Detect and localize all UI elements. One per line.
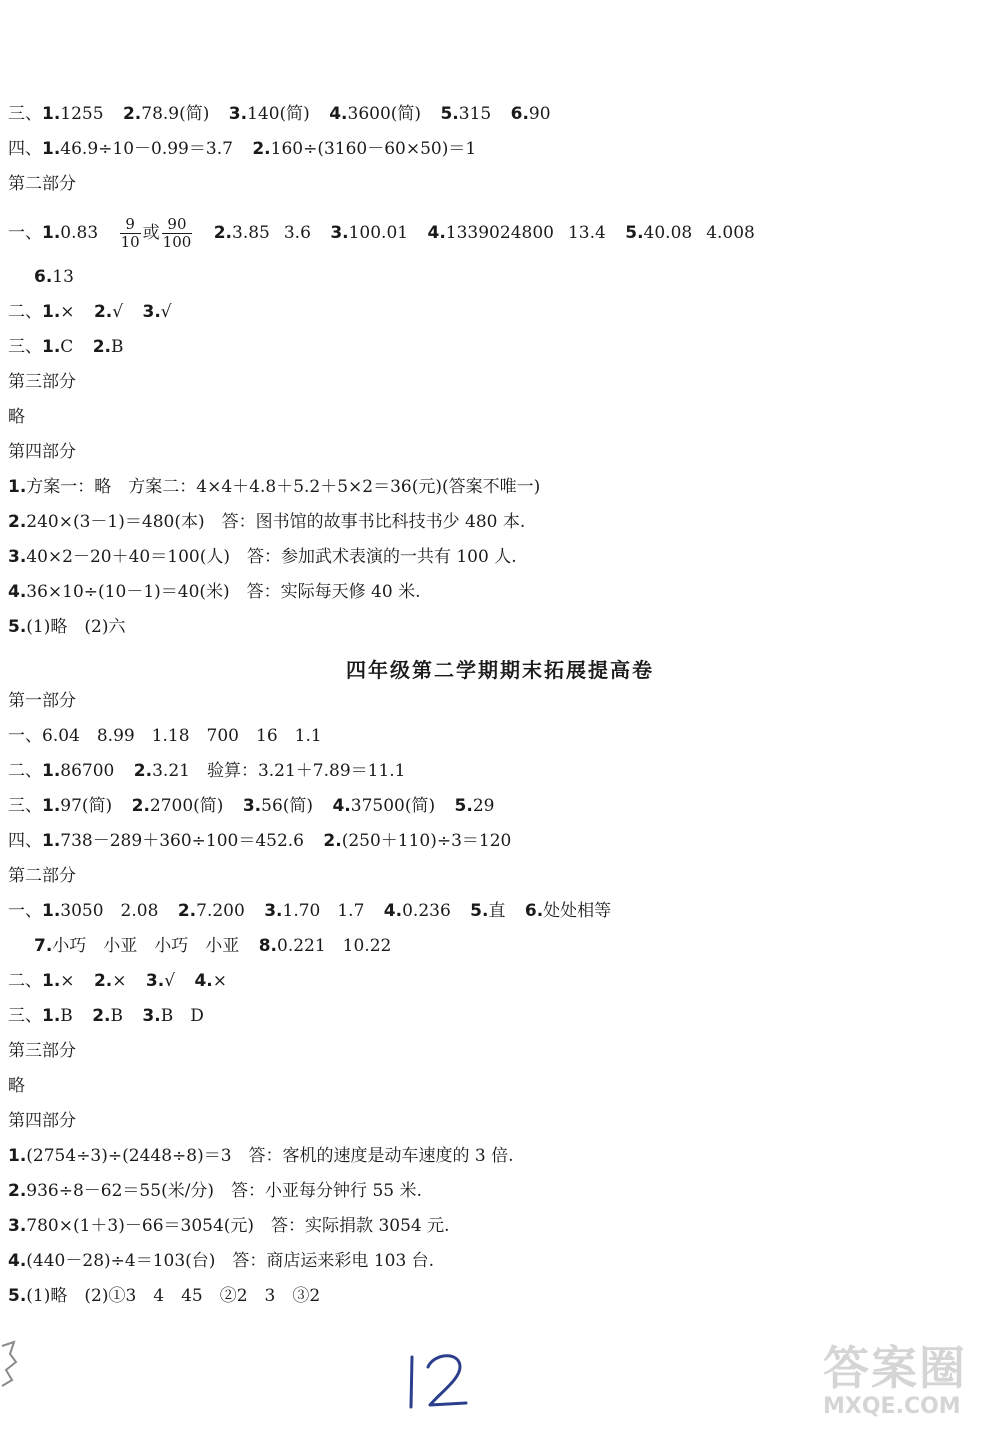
answer-line: 三、1.B 2.B 3.B D (8, 1006, 204, 1026)
answer-line: 二、1.86700 2.3.21 验算：3.21＋7.89＝11.1 (8, 761, 406, 781)
answer-line: 4.(440－28)÷4＝103(台) 答：商店运来彩电 103 台. (8, 1251, 435, 1271)
handwritten-page-number (398, 1345, 478, 1415)
answer-line: 四、1.738－289＋360÷100＝452.6 2.(250＋110)÷3＝120 (8, 831, 512, 851)
fraction: $\frac{90}{100}$ (162, 215, 192, 251)
answer-line: 一、6.04 8.99 1.18 700 16 1.1 (8, 726, 322, 746)
answer-line: 3.40×2－20＋40＝100(人) 答：参加武术表演的一共有 100 人. (8, 547, 517, 567)
answer-line: 2.936÷8－62＝55(米/分) 答：小亚每分钟行 55 米. (8, 1181, 422, 1201)
section-label: 第三部分 (8, 1041, 76, 1061)
answer-line: 三、1.1255 2.78.9(简) 3.140(简) 4.3600(简) 5.315 6.90 (8, 104, 551, 124)
answer-line: 一、1.0.83 $\frac{9}{10}$ 或 $\frac{90}{100}$ 2.3.85 3.6 3.100.01 4.1339024800 13.4 5.40.08 4.008 (8, 215, 755, 251)
answer-line: 一、1.3050 2.08 2.7.200 3.1.70 1.7 4.0.236 5.直 6.处处相等 (8, 901, 612, 921)
answer-line: 略 (8, 1076, 25, 1096)
answer-line: 6.13 (34, 267, 74, 287)
answer-line: 7.小巧 小亚 小巧 小亚 8.0.221 10.22 (34, 936, 392, 956)
section-label: 第二部分 (8, 866, 76, 886)
watermark-text: 答案圈 (823, 1341, 967, 1395)
answer-line: 4.36×10÷(10－1)＝40(米) 答：实际每天修 40 米. (8, 582, 421, 602)
section-label: 第四部分 (8, 442, 76, 462)
answer-line: 2.240×(3－1)＝480(本) 答：图书馆的故事书比科技书少 480 本. (8, 512, 526, 532)
watermark-logo (823, 1342, 978, 1432)
answer-line: 三、1.C 2.B (8, 337, 124, 357)
section-label: 第一部分 (8, 691, 76, 711)
answer-line: 二、1.× 2.√ 3.√ (8, 302, 172, 322)
answer-line: 二、1.× 2.× 3.√ 4.× (8, 971, 227, 991)
answer-line: 3.780×(1＋3)－66＝3054(元) 答：实际捐款 3054 元. (8, 1216, 450, 1236)
answer-line: 5.(1)略 (2)六 (8, 617, 126, 637)
answer-line: 三、1.97(简) 2.2700(简) 3.56(简) 4.37500(简) 5.29 (8, 796, 495, 816)
page-corner-mark (0, 1340, 20, 1390)
section-label: 第四部分 (8, 1111, 76, 1131)
answer-line: 四、1.46.9÷10－0.99＝3.7 2.160÷(3160－60×50)＝1 (8, 139, 477, 159)
watermark-url: MXQE.COM (823, 1394, 961, 1419)
section-label: 第三部分 (8, 372, 76, 392)
fraction: $\frac{9}{10}$ (120, 215, 140, 251)
answer-line: 1.(2754÷3)÷(2448÷8)＝3 答：客机的速度是动车速度的 3 倍. (8, 1146, 514, 1166)
answer-line: 5.(1)略 (2)①3 4 45 ②2 3 ③2 (8, 1286, 321, 1306)
section-label: 第二部分 (8, 174, 76, 194)
answer-line: 1.方案一：略 方案二：4×4＋4.8＋5.2＋5×2＝36(元)(答案不唯一) (8, 477, 541, 497)
exam-title: 四年级第二学期期末拓展提高卷 (346, 658, 654, 682)
answer-line: 略 (8, 407, 25, 427)
